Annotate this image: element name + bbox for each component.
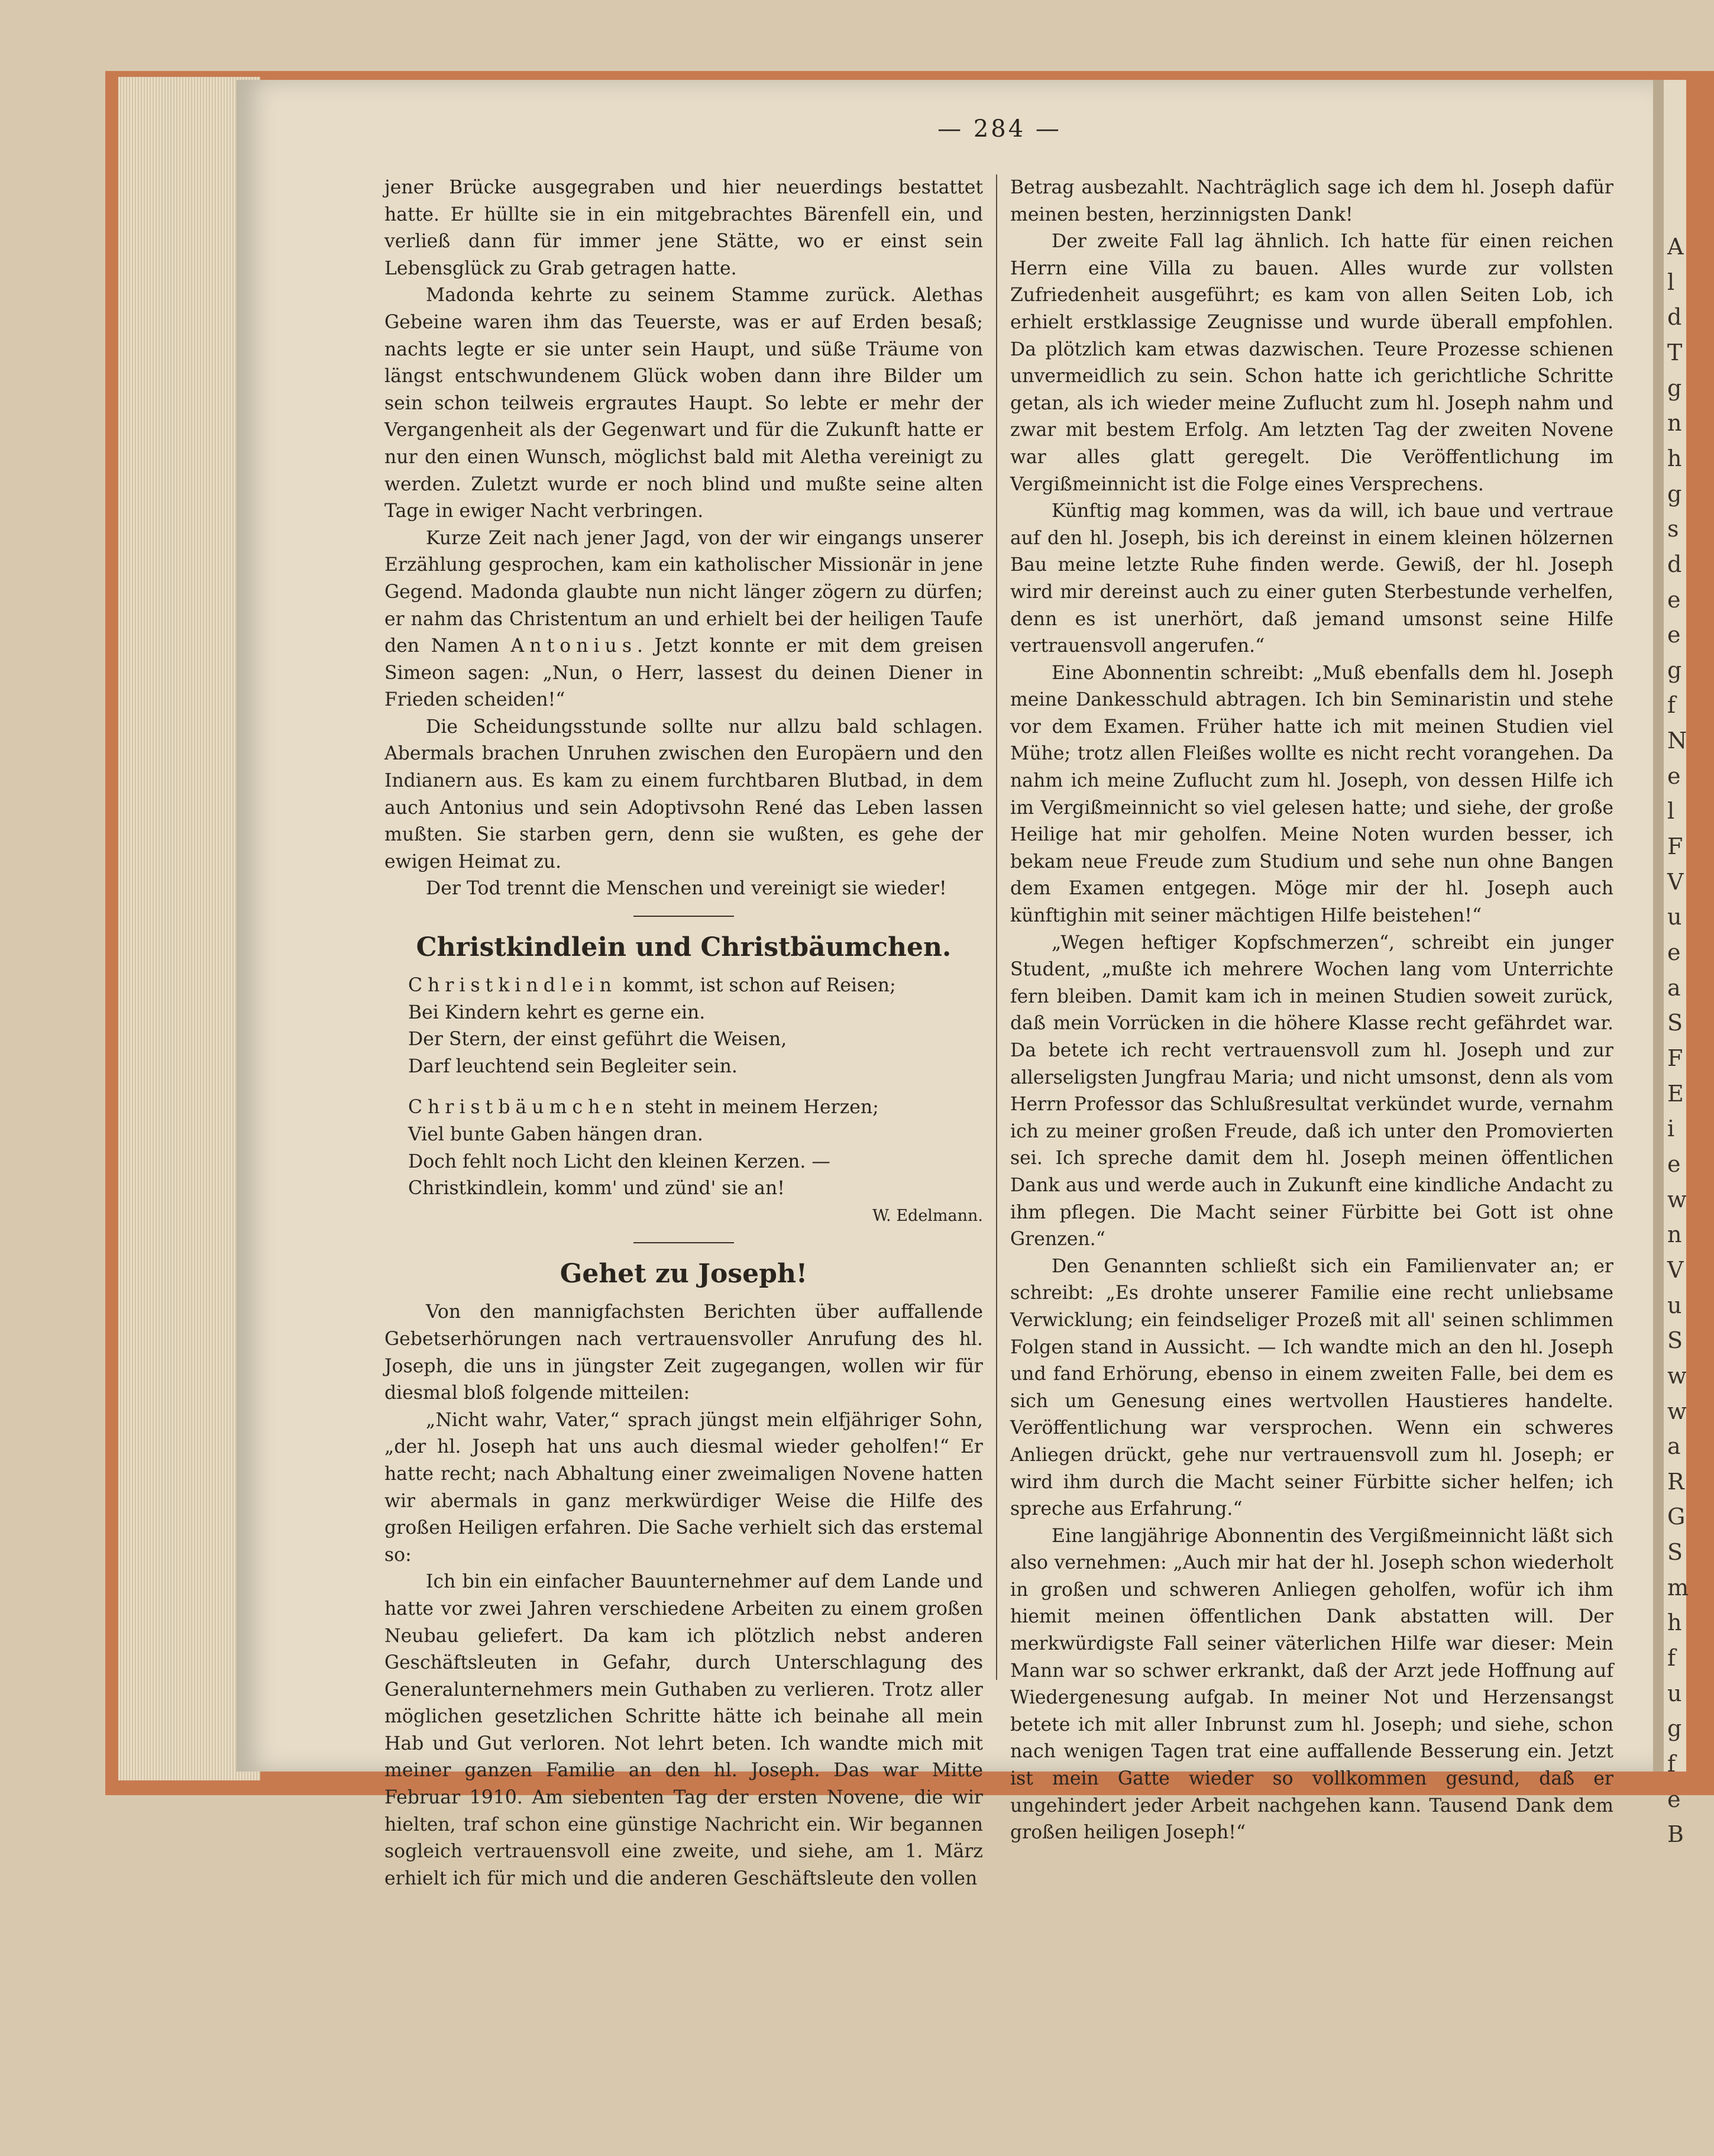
next-page-fragment: s (1667, 516, 1679, 542)
next-page-fragment: F (1667, 833, 1683, 860)
paragraph: Die Scheidungsstunde sollte nur allzu bald schlagen. Abermals brachen Unruhen zwischen den Europäern und den Indianern aus. Es kam zu einem furchtbaren Blutbad, in dem auch Antonius und sein Adoptivsohn René das Leben lassen mußten. Sie starben gern, denn sie wußten, es gehe der ewigen Heimat zu. (384, 716, 983, 872)
next-page-fragment: e (1667, 1786, 1681, 1812)
next-page-fragment: f (1667, 1645, 1676, 1672)
next-page-fragment: g (1667, 480, 1682, 507)
paragraph: Eine Abonnentin schreibt: „Muß ebenfalls dem hl. Joseph meine Dankesschuld abtragen. Ich bin Seminaristin und stehe vor dem Examen. Früher hatte ich mit meinen Studien viel Mühe; trotz allen Fleißes wollte es nicht recht vorangehen. Da nahm ich meine Zuflucht zum hl. Joseph, von dessen Hilfe ich im Vergißmeinnicht so viel gelesen hatte; und siehe, der große Heilige hat mir geholfen. Meine Noten wurden besser, ich bekam neue Freude zum Studium und sehe nun ohne Bangen dem Examen entgegen. Möge mir der hl. Joseph auch künftighin mit seiner mächtigen Hilfe beistehen!“ (1010, 662, 1613, 927)
spaced-word: Christkindlein (408, 975, 617, 997)
next-page-fragment: T (1667, 339, 1683, 366)
book-gutter (1653, 80, 1664, 1772)
poem-title: Christkindlein und Christbäumchen. (416, 932, 952, 963)
next-page-fragment: w (1667, 1398, 1687, 1424)
next-page-fragment: e (1667, 622, 1681, 648)
paragraph: Der zweite Fall lag ähnlich. Ich hatte für einen reichen Herrn eine Villa zu bauen. Alles wurde zur vollsten Zufriedenheit ausgeführt; es kam von allen Seiten Lob, ich erhielt erstklassige Zeugnisse und wurde überall empfohlen. Da plötzlich kam etwas dazwischen. Teure Prozesse schienen unvermeidlich zu sein. Schon hatte ich gerichtliche Schritte getan, als ich wieder meine Zuflucht zum hl. Joseph nahm und zwar mit bestem Erfolg. Am letzten Tag der zweiten Novene war alles glatt geregelt. Die Veröffentlichung im Vergißmeinnicht ist die Folge eines Versprechens. (1010, 231, 1613, 495)
paragraph: Künftig mag kommen, was da will, ich baue und vertraue auf den hl. Joseph, bis ich dereinst in einem kleinen hölzernen Bau meine letzte Ruhe finden werde. Gewiß, der hl. Joseph wird mir dereinst auch zu einer guten Sterbestunde verhelfen, denn es ist unerhört, daß jemand umsonst seine Hilfe vertrauensvoll angerufen.“ (1010, 500, 1613, 657)
next-page-fragment: a (1667, 1433, 1681, 1460)
next-page-fragment: g (1667, 374, 1682, 401)
next-page-fragment: h (1667, 1609, 1682, 1636)
poem-line: Bei Kindern kehrt es gerne ein. (408, 1001, 706, 1023)
next-page-fragment: N (1667, 728, 1687, 754)
paragraph: Betrag ausbezahlt. Nachträglich sage ich dem hl. Joseph dafür meinen besten, herzinnigsten Dank! (1010, 177, 1613, 225)
spaced-name: Antonius (510, 635, 638, 657)
paragraph: „Nicht wahr, Vater,“ sprach jüngst mein elfjähriger Sohn, „der hl. Joseph hat uns auch diesmal wieder geholfen!“ Er hatte recht; nach Abhaltung einer zweimaligen Novene hatten wir abermals in ganz merkwürdiger Weise die Hilfe des großen Heiligen erfahren. Die Sache verhielt sich das erstemal so: (384, 1409, 983, 1566)
poem-line (408, 1094, 983, 1121)
next-page-fragment: e (1667, 762, 1681, 789)
next-page-fragment: R (1667, 1468, 1684, 1495)
spaced-word: Christbäumchen (408, 1097, 639, 1119)
next-page-fragment: e (1667, 939, 1681, 966)
poem-line: Christkindlein, komm' und zünd' sie an! (408, 1178, 785, 1200)
paragraph: Eine langjährige Abonnentin des Vergißmeinnicht läßt sich also vernehmen: „Auch mir hat der hl. Joseph schon wiederholt in großen und schweren Anliegen geholfen, wofür ich ihm hiemit meinen öffentlichen Dank abstatten will. Der merkwürdigste Fall seiner väterlichen Hilfe war dieser: Mein Mann war so schwer erkrankt, daß der Arzt jede Hoffnung auf Wiedergenesung aufgab. In meiner Not und Herzensangst betete ich mit aller Inbrunst zum hl. Joseph; und siehe, schon nach wenigen Tagen trat eine auffallende Besserung ein. Jetzt ist mein Gatte wieder so vollkommen gesund, daß er ungehindert jeder Arbeit nachgehen kann. Tausend Dank dem großen heiligen Joseph!“ (1010, 1525, 1613, 1844)
next-page-fragment: V (1667, 1256, 1684, 1283)
next-page-fragment: f (1667, 692, 1676, 719)
column-rule (996, 174, 997, 1680)
poem-line: Darf leuchtend sein Begleiter sein. (408, 1055, 738, 1077)
poem-line: Der Stern, der einst geführt die Weisen, (408, 1029, 787, 1050)
poem-author: W. Edelmann. (872, 1206, 983, 1225)
paragraph: Madonda kehrte zu seinem Stamme zurück. Alethas Gebeine waren ihm das Teuerste, was er auf Erden besaß; nachts legte er sie unter sein Haupt, und süße Träume von längst entschwundenem Glück woben dann ihre Bilder um sein schon teilweis ergrautes Haupt. So lebte er mehr der Vergangenheit als der Gegenwart und für die Zukunft hatte er nur den einen Wunsch, möglichst bald mit Aletha vereinigt zu werden. Zuletzt wurde er noch blind und mußte seine alten Tage in ewiger Nacht verbringen. (384, 285, 983, 522)
next-page-fragment: S (1667, 1010, 1683, 1036)
paragraph (384, 525, 983, 714)
page-number: — 284 — (937, 115, 1062, 143)
line-text: kommt, ist schon auf Reisen; (617, 975, 896, 997)
next-page-fragment: V (1667, 868, 1684, 895)
next-page-fragment: B (1667, 1821, 1684, 1848)
next-page-fragment: m (1667, 1574, 1689, 1601)
next-page-fragment: F (1667, 1045, 1683, 1071)
left-column (384, 174, 983, 1892)
next-page-fragment: E (1667, 1080, 1684, 1107)
next-page-fragment: d (1667, 551, 1682, 577)
paragraph: Der Tod trennt die Menschen und vereinigt sie wieder! (426, 878, 947, 900)
poem (384, 972, 983, 1203)
next-page-fragment: u (1667, 1292, 1682, 1318)
paragraph: Ich bin ein einfacher Bauunternehmer auf dem Lande und hatte vor zwei Jahren verschiedene Arbeiten zu einem großen Neubau geliefert. Da kam ich plötzlich nebst anderen Geschäftsleuten in Gefahr, durch Unterschlagung des Generalunternehmers mein Guthaben zu verlieren. Trotz aller möglichen gesetzlichen Schritte hätte ich beinahe all mein Hab und Gut verloren. Not lehrt beten. Ich wandte mich mit meiner ganzen Familie an den hl. Joseph. Das war Mitte Februar 1910. Am siebenten Tag der ersten Novene, die wir hielten, traf schon eine günstige Nachricht ein. Wir begannen sogleich vertrauensvoll eine zweite, und siehe, am 1. März erhielt ich für mich und die anderen Geschäftsleute den vollen (384, 1571, 983, 1889)
text-span: Kurze Zeit nach jener Jagd, von der wir eingangs unserer Erzählung gesprochen, kam ein katholischer Missionär in jene Gegend. Madonda glaubte nun nicht länger zögern zu dürfen; er nahm das Christentum an und erhielt bei der heiligen Taufe den Namen (384, 527, 983, 657)
next-page-fragment: n (1667, 410, 1682, 437)
poem-line: Doch fehlt noch Licht den kleinen Kerzen. — (408, 1150, 830, 1172)
text-span: . Jetzt konnte er mit dem greisen Simeon sagen: „Nun, o Herr, lassest du deinen Diener in Frieden scheiden!“ (384, 635, 983, 711)
section-divider (633, 916, 734, 917)
next-page-fragment: u (1667, 1680, 1682, 1706)
section-divider (633, 1242, 734, 1243)
paragraph: „Wegen heftiger Kopfschmerzen“, schreibt ein junger Student, „mußte ich mehrere Wochen lang vom Unterrichte fern bleiben. Damit kam ich in meinen Studien soweit zurück, daß mein Vorrücken in die höhere Klasse recht gefährdet war. Da betete ich recht vertrauensvoll zum hl. Joseph und zur allerseligsten Jungfrau Maria; und nicht umsonst, denn als vom Herrn Professor das Schlußresultat verkündet wurde, vernahm ich zu meiner großen Freude, daß ich unter den Promovierten sei. Ich spreche damit dem hl. Joseph meinen öffentlichen Dank aus und werde auch in Zukunft eine kindliche Andacht zu ihm pflegen. Die Macht seiner Fürbitte bei Gott ist ohne Grenzen.“ (1010, 932, 1613, 1250)
next-page-fragment: f (1667, 1751, 1676, 1777)
next-page-edge (1664, 80, 1689, 1848)
poem-line: Viel bunte Gaben hängen dran. (408, 1124, 703, 1145)
next-page-fragment: S (1667, 1327, 1683, 1354)
next-page-fragment: n (1667, 1221, 1682, 1248)
next-page-fragment: G (1667, 1504, 1686, 1530)
next-page-fragment: S (1667, 1539, 1683, 1566)
poem-line (408, 972, 983, 1000)
next-page-fragment: l (1667, 798, 1675, 825)
paragraph: Den Genannten schließt sich ein Familienvater an; er schreibt: „Es drohte unserer Familie eine recht unliebsame Verwicklung; ein feindseliger Prozeß mit all' seinen schlimmen Folgen stand in Aussicht. — Ich wandte mich an den hl. Joseph und fand Erhörung, ebenso in einem zweiten Falle, bei dem es sich um Genesung eines wertvollen Haustieres handelte. Veröffentlichung war versprochen. Wenn ein schweres Anliegen drückt, gehe nur vertrauensvoll zum hl. Joseph; er wird ihm durch die Macht seiner Fürbitte sicher helfen; ich spreche aus Erfahrung.“ (1010, 1255, 1613, 1520)
next-page-fragment: g (1667, 1715, 1682, 1742)
next-page-fragment: g (1667, 657, 1682, 683)
article-title: Gehet zu Joseph! (560, 1259, 808, 1289)
next-page-fragment: i (1667, 1116, 1675, 1142)
right-column (1010, 174, 1613, 1847)
next-page-fragment: u (1667, 904, 1682, 930)
next-page-fragment: A (1667, 234, 1684, 260)
next-page-fragment: d (1667, 304, 1682, 331)
next-page-fragment: w (1667, 1362, 1687, 1389)
next-page-fragment: a (1667, 974, 1681, 1001)
next-page-fragment: w (1667, 1186, 1687, 1213)
paragraph: jener Brücke ausgegraben und hier neuerdings bestattet hatte. Er hüllte sie in ein mitgebrachtes Bärenfell ein, und verließ dann für immer jene Stätte, wo er einst sein Lebensglück zu Grab getragen hatte. (384, 177, 983, 279)
line-text: steht in meinem Herzen; (639, 1097, 879, 1119)
next-page-fragment: e (1667, 1150, 1681, 1177)
paragraph: Von den mannigfachsten Berichten über auffallende Gebetserhörungen nach vertrauensvoller Anrufung des hl. Joseph, die uns in jüngster Zeit zugegangen, wollen wir für diesmal bloß folgende mitteilen: (384, 1301, 983, 1404)
next-page-fragment: e (1667, 586, 1681, 613)
next-page-fragment: h (1667, 445, 1682, 471)
next-page-fragment: l (1667, 269, 1675, 295)
